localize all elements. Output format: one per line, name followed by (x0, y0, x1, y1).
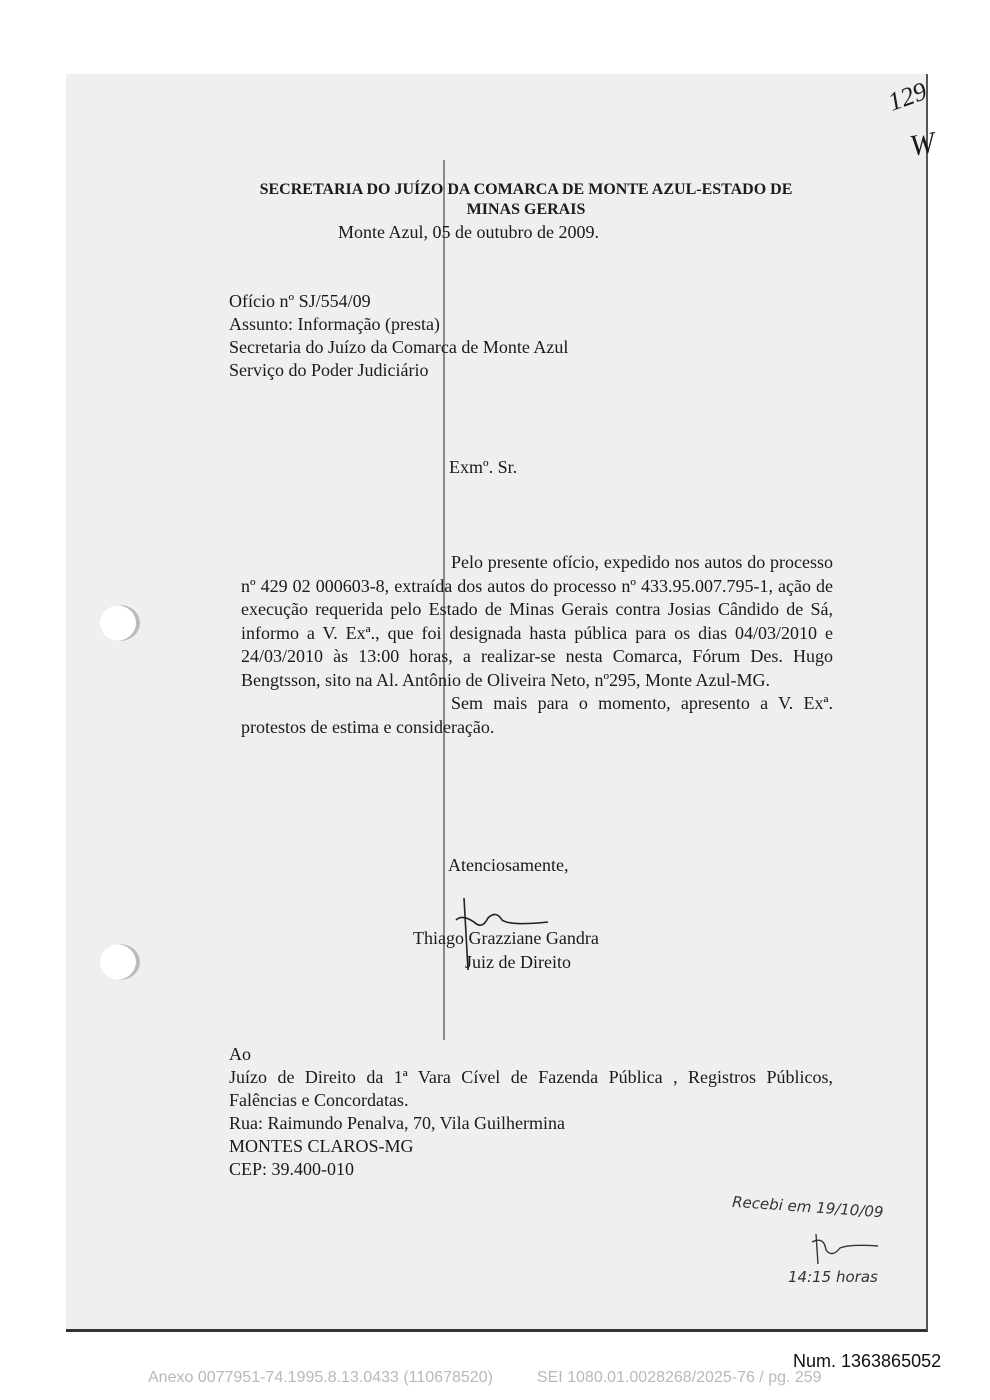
oficio-number: Ofício nº SJ/554/09 (229, 291, 371, 311)
addressee-court: Juízo de Direito da 1ª Vara Cível de Fazenda Pública , Registros Públicos, Falências e Concordatas. (229, 1067, 833, 1110)
handwritten-initials: W (907, 126, 938, 163)
handwritten-receipt-note: Recebi em 19/10/09 (731, 1192, 885, 1222)
body-paragraph: Pelo presente ofício, expedido nos autos do processo nº 429 02 000603-8, extraída dos autos do processo nº 433.95.007.795-1, ação de execução requerida pelo Estado de Minas Gerais contra Josias Cândido de Sá, informo a V. Exª., que foi designada hasta pública para os dias 04/03/2010 e 24/03/2010 às 13:00 horas, a realizar-se nesta Comarca, Fórum Des. Hugo Bengtsson, sito na Al. Antônio de Oliveira Neto, nº295, Monte Azul-MG. (241, 552, 833, 690)
punch-hole (100, 944, 140, 980)
dateline: Monte Azul, 05 de outubro de 2009. (338, 222, 599, 242)
closing: Atenciosamente, (448, 855, 569, 875)
handwritten-page-number: 129 (884, 76, 931, 117)
document-number: Num. 1363865052 (793, 1351, 942, 1371)
page-footer (148, 1369, 822, 1387)
addressee-block (229, 1043, 833, 1181)
document-meta (229, 290, 568, 382)
header-line-1: SECRETARIA DO JUÍZO DA COMARCA DE MONTE AZUL-ESTADO DE (259, 181, 793, 198)
body-paragraph: Sem mais para o momento, apresento a V. Exª. protestos de estima e consideração. (241, 693, 833, 737)
document-header (226, 180, 826, 220)
signer-role: Juiz de Direito (465, 952, 571, 972)
subject-line: Assunto: Informação (presta) (229, 314, 440, 334)
footer-left: Anexo 0077951-74.1995.8.13.0433 (110678520) (148, 1369, 493, 1386)
letter-body (241, 551, 833, 739)
addressee-street: Rua: Raimundo Penalva, 70, Vila Guilhermina (229, 1113, 566, 1133)
footer-right: SEI 1080.01.0028268/2025-76 / pg. 259 (536, 1369, 822, 1386)
issuing-office: Secretaria do Juízo da Comarca de Monte Azul (229, 337, 569, 357)
punch-hole (100, 605, 140, 641)
signature-block (413, 926, 599, 974)
salutation: Exmº. Sr. (449, 457, 518, 477)
signer-name: Thiago Grazziane Gandra (413, 928, 599, 948)
addressee-city: MONTES CLAROS-MG (229, 1136, 414, 1156)
receipt-signature (810, 1232, 880, 1266)
addressee-cep: CEP: 39.400-010 (229, 1159, 355, 1179)
service-line: Serviço do Poder Judiciário (229, 360, 429, 380)
addressee-ao: Ao (229, 1044, 251, 1064)
header-line-2: MINAS GERAIS (466, 201, 586, 218)
handwritten-receipt-time: 14:15 horas (788, 1268, 878, 1286)
